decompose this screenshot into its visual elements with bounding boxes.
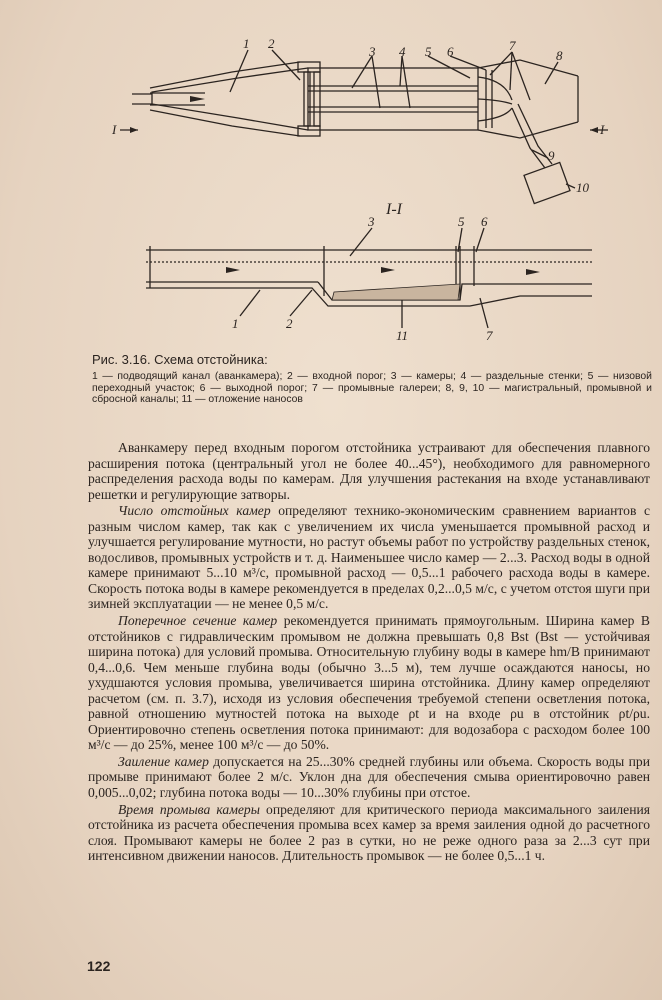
section-title: I-I [386, 201, 402, 218]
caption-legend: 1 — подводящий канал (аванкамера); 2 — входной порог; 3 — камеры; 4 — раздельные стенки; 5 — низовой переходный участок; 6 — выходной порог; 7 — промывные галереи; 8, 9, 10 — магистральный, промывной и сбросной каналы; 11 — отложение наносов [92, 371, 652, 406]
callout-5: 5 [425, 44, 432, 59]
settling-basin-diagram [0, 0, 662, 350]
avan-chamber-outline [152, 68, 308, 130]
section-callout-2: 2 [286, 316, 293, 331]
cut-mark-right: I [600, 122, 605, 137]
cut-mark-left: I [112, 122, 117, 137]
page-number: 122 [87, 958, 111, 974]
callout-2: 2 [268, 36, 275, 51]
section-callout-11: 11 [396, 328, 409, 343]
callout-6: 6 [447, 44, 454, 59]
figure-caption [92, 352, 652, 406]
section-callout-6: 6 [481, 214, 488, 229]
callout-9: 9 [548, 148, 555, 163]
paragraph-5: Время промыва камеры определяют для критического периода максимального заиления отстойника из расчета обеспечения промыва всех камер за время заиления одной до расчетного слоя. Промывают камеры не более 2 раз в сутки, но не реже одного раза за 2...3 сут при интенсивном движении наносов. Длительность промывок — не более 0,5...1 ч. [88, 801, 650, 864]
section-callout-7: 7 [486, 328, 493, 343]
paragraph-4: Заиление камер допускается на 25...30% средней глубины или объема. Скорость воды при промыве принимают более 2 м/с. Уклон дна для обеспечения смыва ориентировочно равен 0,005...0,02; глубина потока воды — 10...30% глубины при отстое. [88, 753, 651, 801]
paragraph-3: Поперечное сечение камер рекомендуется принимать прямоугольным. Ширина камер B отстойников с гидравлическим промывом не должна превышать 0,8 Bst (Bst — устойчивая ширина потока) для условий промыва. Относительную глубину воды в камере hm/B принимают 0,4...0,6. Чем меньше глубина воды (обычно 3...5 м), тем лучше осаждаются наносы, но ухудшаются условия промыва, увеличивается ширина отстойника. Длину камер определяют расчетом (см. п. 3.7), исходя из условия обеспечения требуемой степени осветления потока, равной отношению мутностей потока на выходе ρt и на входе ρu в отстойник ρt/ρu. Ориентировочно степень осветления потока принимают: для водозабора с расходом более 100 м³/с — до 25%, менее 100 м³/с — до 50%. [88, 613, 650, 753]
section-callout-1: 1 [232, 316, 239, 331]
callout-10: 10 [576, 180, 589, 195]
callout-4: 4 [399, 44, 406, 59]
term-cross-section: Поперечное сечение камер [118, 613, 278, 629]
callout-7: 7 [509, 38, 516, 53]
body-text [88, 440, 650, 864]
chambers-plan [308, 68, 478, 130]
section-callout-3: 3 [368, 214, 375, 229]
callout-3: 3 [369, 44, 376, 59]
term-flush-time: Время промыва камеры [118, 801, 260, 817]
callout-8: 8 [556, 48, 563, 63]
term-siltation: Заиление камер [118, 753, 209, 769]
paragraph-1: Аванкамеру перед входным порогом отстойника устраивают для обеспечения плавного расширения потока (центральный угол не более 40...45°), необходимого для равномерного распределения расхода воды по камерам. Для улучшения растекания на входе устанавливают решетки и регулирующие затворы. [88, 440, 650, 502]
caption-title: Рис. 3.16. Схема отстойника: [92, 352, 268, 367]
callout-1: 1 [243, 36, 250, 51]
paragraph-2: Число отстойных камер определяют технико-экономическим сравнением вариантов с разным числом камер, так как с увеличением их числа уменьшается промывной расход и улучшается регулирование мутности, но растут объемы работ по устройству раздельных стенок, водосливов, промывных устройств и т. д. Наименьшее число камер — 2...3. Расход воды в одной камере принимают 5...10 м³/с, промывной расход — 0,5...1 рабочего расхода воды в камере. Скорость потока воды в камере рекомендуется в пределах 0,2...0,5 м/с, с учетом отстоя шуги при зимней эксплуатации — не менее 0,5 м/с. [88, 503, 650, 612]
term-chamber-count: Число отстойных камер [118, 503, 271, 519]
section-callout-5: 5 [458, 214, 465, 229]
